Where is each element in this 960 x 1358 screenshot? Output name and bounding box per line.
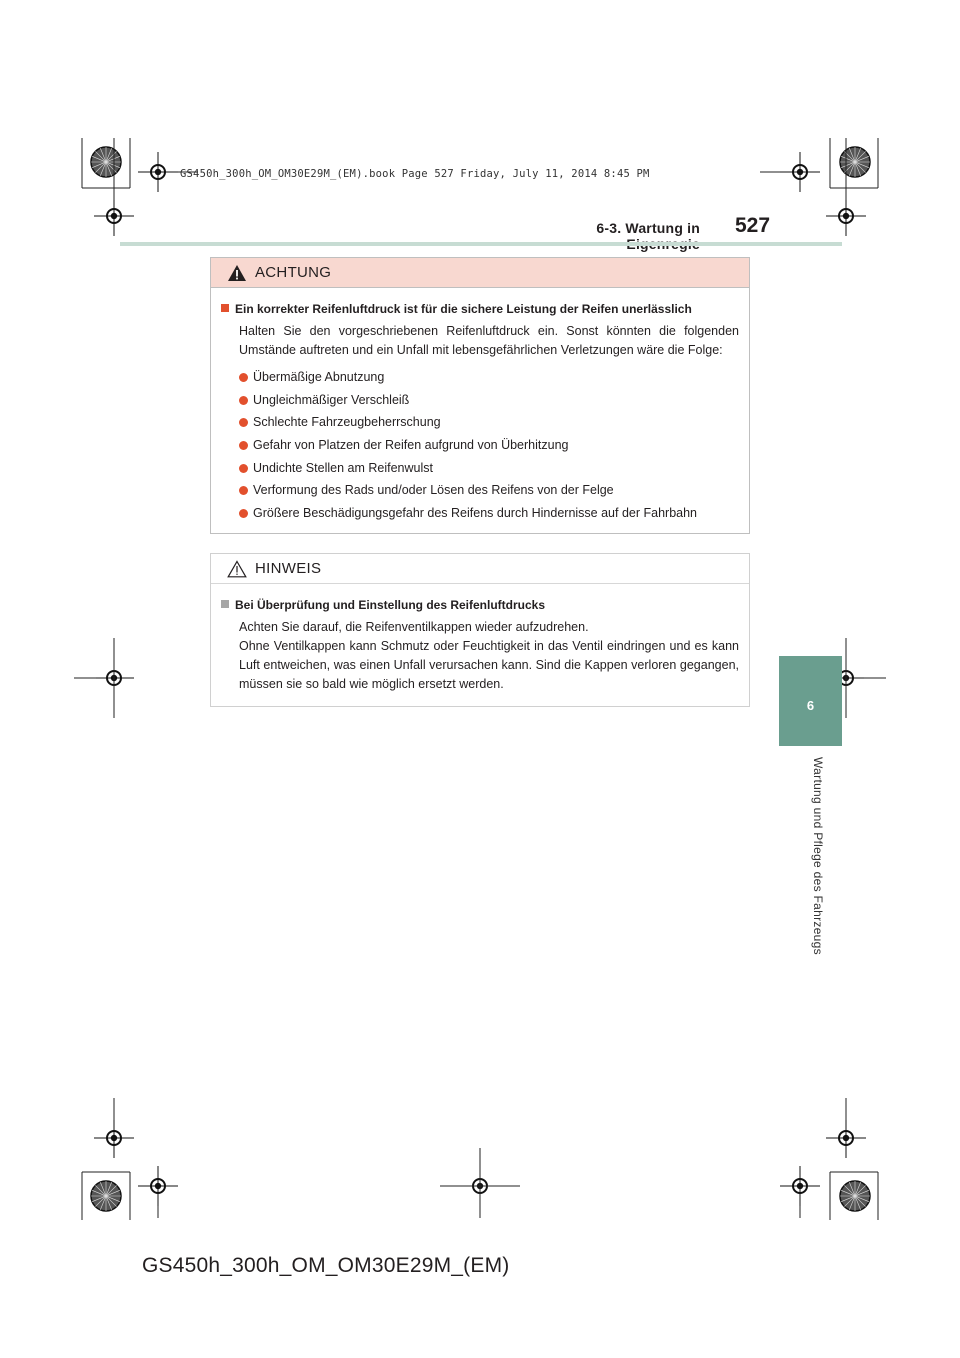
list-item: Verformung des Rads und/oder Lösen des Reifens von der Felge: [239, 479, 739, 502]
warning-box: [210, 257, 750, 534]
bullet-dot-icon: [239, 373, 248, 382]
square-bullet-icon: [221, 304, 229, 312]
square-bullet-icon: [221, 600, 229, 608]
page-number: 527: [735, 214, 771, 237]
list-item: Schlechte Fahrzeugbeherrschung: [239, 411, 739, 434]
footer-doc-code: GS450h_300h_OM_OM30E29M_(EM): [142, 1254, 510, 1277]
chapter-label: Wartung und Pflege des Fahrzeugs: [811, 757, 825, 955]
bullet-dot-icon: [239, 486, 248, 495]
list-item: Gefahr von Platzen der Reifen aufgrund von Überhitzung: [239, 434, 739, 457]
warning-box-header: [211, 258, 749, 288]
bullet-dot-icon: [239, 441, 248, 450]
bullet-dot-icon: [239, 418, 248, 427]
warning-paragraph: Halten Sie den vorgeschriebenen Reifenluftdruck ein. Sonst könnten die folgenden Umstände auftreten und ein Unfall mit lebensgefährlichen Verletzungen wäre die Folge:: [239, 324, 739, 357]
note-box-header: [211, 554, 749, 584]
print-info-line: GS450h_300h_OM_OM30E29M_(EM).book Page 527 Friday, July 11, 2014 8:45 PM: [180, 168, 650, 180]
caution-triangle-icon: [227, 560, 247, 578]
note-line-2: Ohne Ventilkappen kann Schmutz oder Feuchtigkeit in das Ventil eindringen und es kann Luft entweichen, was einen Unfall verursachen kann. Sind die Kappen verloren gegangen, müssen sie so bald wie möglich ersetzt werden.: [239, 639, 739, 691]
note-heading: HINWEIS: [255, 560, 322, 577]
bullet-dot-icon: [239, 464, 248, 473]
warning-heading: ACHTUNG: [255, 264, 332, 281]
note-line-1: Achten Sie darauf, die Reifenventilkappen wieder aufzudrehen.: [239, 620, 589, 634]
bullet-dot-icon: [239, 509, 248, 518]
bullet-dot-icon: [239, 396, 248, 405]
note-lead-text: Bei Überprüfung und Einstellung des Reifenluftdrucks: [235, 598, 546, 612]
list-item: Undichte Stellen am Reifenwulst: [239, 457, 739, 480]
chapter-tab: 6: [779, 656, 842, 746]
warning-lead-text: Ein korrekter Reifenluftdruck ist für die sichere Leistung der Reifen unerlässlich: [235, 302, 692, 316]
warning-triangle-icon: [227, 264, 247, 282]
list-item: Übermäßige Abnutzung: [239, 366, 739, 389]
warning-bullet-list: [239, 366, 739, 525]
list-item: Größere Beschädigungsgefahr des Reifens durch Hindernisse auf der Fahrbahn: [239, 502, 739, 525]
note-box: [210, 553, 750, 707]
list-item: Ungleichmäßiger Verschleiß: [239, 389, 739, 412]
note-lead: [221, 596, 739, 615]
header-rule: [120, 242, 842, 246]
warning-lead: [221, 300, 739, 319]
section-title: 6-3. Wartung in: [596, 220, 700, 236]
